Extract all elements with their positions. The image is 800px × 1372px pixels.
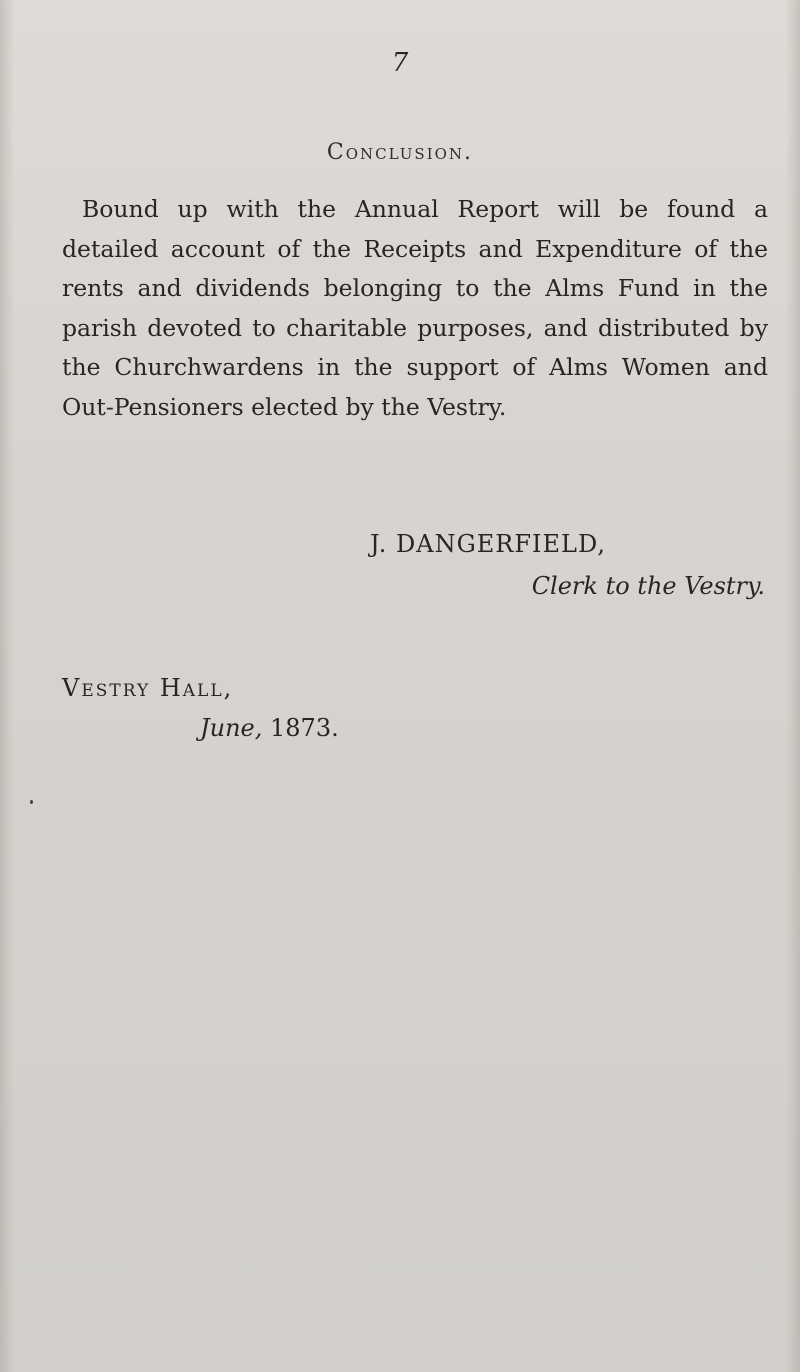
- left-page-edge: [0, 0, 14, 1372]
- ink-speck: [30, 800, 33, 804]
- place-line: Vestry Hall,: [62, 674, 234, 702]
- conclusion-paragraph: Bound up with the Annual Report will be found a detailed account of the Receipts and Expenditure of the rents and dividends belonging to the Alms Fund in the parish devoted to charitable purposes, and distributed by the Churchwardens in the support of Alms Women and Out-Pensioners elected by the Vestry.: [62, 195, 768, 421]
- signature-title: Clerk to the Vestry.: [531, 572, 765, 600]
- signature-name: J. DANGERFIELD,: [370, 530, 606, 558]
- section-heading: Conclusion.: [326, 140, 474, 165]
- date-month: June,: [200, 714, 263, 742]
- page-number: 7: [391, 48, 409, 78]
- right-page-edge: [786, 0, 800, 1372]
- date-year: 1873.: [270, 714, 339, 742]
- date-line: [200, 714, 339, 742]
